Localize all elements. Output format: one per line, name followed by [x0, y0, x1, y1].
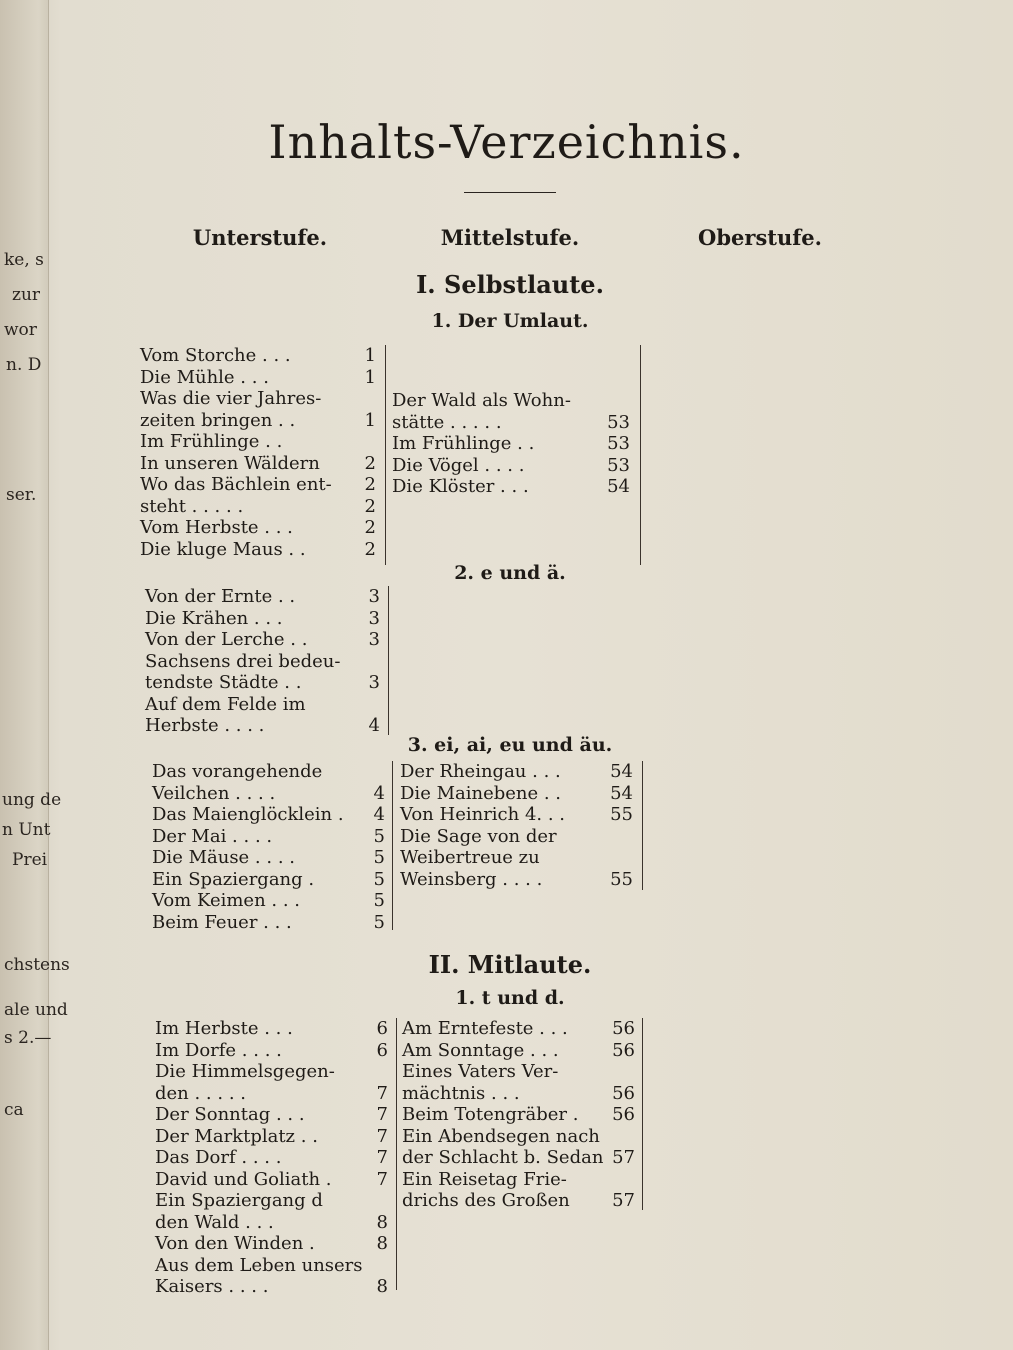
toc-page-number: 2: [364, 452, 376, 474]
toc-page-number: 5: [373, 868, 385, 890]
section-mitlaute: II. Mitlaute.: [428, 950, 592, 979]
margin-fragment: ale und: [4, 1000, 68, 1020]
section-selbstlaute: I. Selbstlaute.: [416, 270, 604, 299]
toc-page-number: 6: [376, 1039, 388, 1061]
toc-entry-title: Vom Keimen . . .: [152, 890, 300, 911]
toc-entry-title: den Wald . . .: [155, 1211, 274, 1233]
subsection-e-und-ae: 2. e und ä.: [454, 562, 566, 584]
column-rule: [392, 761, 393, 930]
toc-page-number: 57: [612, 1190, 635, 1211]
toc-entry-title: Kaisers . . . .: [155, 1276, 269, 1297]
toc-entry-title: Der Wald als Wohn-: [392, 390, 571, 411]
toc-page-number: 54: [610, 782, 633, 804]
toc-entry-title: Im Herbste . . .: [155, 1018, 293, 1039]
toc-entry-title: der Schlacht b. Sedan: [402, 1147, 604, 1168]
toc-entry-title: Am Erntefeste . . .: [402, 1018, 568, 1039]
toc-page-number: 4: [373, 782, 385, 804]
title-rule: [464, 192, 556, 193]
margin-fragment: ke, s: [4, 250, 44, 270]
toc-entry-title: Auf dem Felde im: [145, 693, 306, 715]
margin-fragment: wor: [4, 320, 37, 340]
toc-page-number: 3: [368, 607, 380, 629]
subsection-ei-ai-eu-aeu: 3. ei, ai, eu und äu.: [407, 734, 613, 756]
toc-entry-title: Von der Lerche . .: [145, 629, 308, 650]
toc-page-number: 3: [368, 672, 380, 693]
toc-entry-title: Vom Herbste . . .: [140, 517, 293, 538]
toc-entry-title: Im Dorfe . . . .: [155, 1039, 282, 1061]
toc-page-number: 56: [612, 1104, 635, 1125]
toc-entry-title: Von der Ernte . .: [145, 586, 296, 607]
toc-page-number: 7: [376, 1147, 388, 1168]
toc-page-number: 8: [376, 1211, 388, 1233]
toc-page-number: 56: [612, 1018, 635, 1039]
toc-page-number: 4: [368, 715, 380, 736]
toc-entry-title: Eines Vaters Ver-: [402, 1061, 559, 1082]
toc-page-number: 54: [610, 761, 633, 782]
margin-fragment: ser.: [6, 485, 37, 505]
toc-page-number: 1: [364, 345, 376, 366]
toc-page-number: 5: [373, 825, 385, 847]
toc-entry-title: Die Vögel . . . .: [392, 454, 525, 476]
toc-page-number: 7: [376, 1125, 388, 1147]
toc-entry-title: Die Mühle . . .: [140, 366, 269, 388]
toc-page-number: 8: [376, 1233, 388, 1254]
toc-page-number: 53: [607, 433, 630, 454]
margin-fragment: ung de: [2, 790, 62, 810]
toc-entry-title: steht . . . . .: [140, 495, 244, 517]
column-rule: [388, 586, 389, 735]
toc-entry-title: Beim Totengräber .: [402, 1104, 579, 1125]
column-rule: [642, 1018, 643, 1210]
toc-entry-title: Beim Feuer . . .: [152, 911, 292, 933]
margin-fragment: Prei: [12, 850, 48, 870]
toc-page-number: 3: [368, 586, 380, 607]
toc-page-number: 8: [376, 1276, 388, 1297]
toc-entry-title: Weinsberg . . . .: [400, 868, 543, 890]
toc-entry-title: Wo das Bächlein ent-: [140, 474, 332, 495]
column-rule: [642, 761, 643, 890]
column-rule: [385, 345, 386, 565]
toc-page-number: 7: [376, 1168, 388, 1190]
previous-page-edge: [0, 0, 52, 1350]
toc-entry-title: Ein Spaziergang d: [155, 1190, 323, 1211]
toc-entry-title: In unseren Wäldern: [140, 452, 320, 474]
toc-entry-title: Was die vier Jahres-: [140, 388, 322, 409]
margin-fragment: n Unt: [2, 820, 51, 840]
toc-entry-title: Die Klöster . . .: [392, 476, 529, 497]
toc-page-number: 6: [376, 1018, 388, 1039]
toc-entry-title: Veilchen . . . .: [152, 782, 276, 804]
toc-entry-title: drichs des Großen: [402, 1190, 570, 1211]
toc-entry-title: Im Frühlinge . .: [140, 431, 283, 452]
toc-page-number: 1: [364, 409, 376, 431]
margin-fragment: chstens: [4, 955, 70, 975]
toc-entry-title: Herbste . . . .: [145, 715, 265, 736]
toc-entry-title: Der Sonntag . . .: [155, 1104, 305, 1125]
toc-entry-title: Das Maienglöcklein .: [152, 804, 344, 825]
toc-entry-title: Die Mainebene . .: [400, 782, 562, 804]
toc-page-number: 2: [364, 474, 376, 495]
toc-page-number: 56: [612, 1082, 635, 1104]
toc-page-number: 5: [373, 847, 385, 868]
toc-entry-title: Sachsens drei bedeu-: [145, 650, 341, 672]
column-rule: [640, 345, 641, 565]
toc-page-number: 5: [373, 890, 385, 911]
margin-fragment: n. D: [6, 355, 42, 375]
toc-entry-title: den . . . . .: [155, 1082, 246, 1104]
toc-page-number: 56: [612, 1039, 635, 1061]
toc-page-number: 54: [607, 476, 630, 497]
toc-entry-title: Der Rheingau . . .: [400, 761, 561, 782]
margin-fragment: ca: [4, 1100, 24, 1120]
toc-entry-title: Vom Storche . . .: [140, 345, 291, 366]
toc-page-number: 55: [610, 804, 633, 825]
toc-page-number: 55: [610, 868, 633, 890]
toc-page-number: 4: [373, 804, 385, 825]
subsection-t-und-d: 1. t und d.: [455, 987, 565, 1009]
toc-entry-title: Im Frühlinge . .: [392, 433, 535, 454]
toc-entry-title: David und Goliath .: [155, 1168, 332, 1190]
margin-fragment: s 2.—: [4, 1028, 52, 1048]
toc-page-number: 2: [364, 538, 376, 560]
toc-entry-title: Ein Spaziergang .: [152, 868, 315, 890]
toc-entry-title: Die Mäuse . . . .: [152, 847, 295, 868]
subsection-umlaut: 1. Der Umlaut.: [431, 310, 589, 332]
toc-page-number: 7: [376, 1082, 388, 1104]
toc-entry-title: Die Krähen . . .: [145, 607, 283, 629]
toc-entry-title: stätte . . . . .: [392, 411, 502, 433]
toc-page-number: 7: [376, 1104, 388, 1125]
column-heading-unterstufe: Unterstufe.: [192, 225, 328, 250]
toc-entry-title: Von den Winden .: [155, 1233, 315, 1254]
toc-entry-title: mächtnis . . .: [402, 1082, 520, 1104]
toc-page-number: 5: [373, 911, 385, 933]
toc-entry-title: Ein Reisetag Frie-: [402, 1168, 567, 1190]
column-heading-oberstufe: Oberstufe.: [698, 225, 822, 250]
toc-page-number: 2: [364, 517, 376, 538]
toc-page-number: 57: [612, 1147, 635, 1168]
toc-entry-title: Der Mai . . . .: [152, 825, 273, 847]
toc-page-number: 2: [364, 495, 376, 517]
toc-entry-title: Von Heinrich 4. . .: [400, 804, 566, 825]
toc-entry-title: Das Dorf . . . .: [155, 1147, 282, 1168]
toc-entry-title: Die Sage von der: [400, 825, 557, 847]
toc-entry-title: tendste Städte . .: [145, 672, 302, 693]
toc-entry-title: Weibertreue zu: [400, 847, 540, 868]
page-title: Inhalts-Verzeichnis.: [268, 115, 745, 169]
toc-entry-title: Die Himmelsgegen-: [155, 1061, 335, 1082]
column-rule: [396, 1018, 397, 1290]
toc-entry-title: Am Sonntage . . .: [402, 1039, 559, 1061]
toc-entry-title: zeiten bringen . .: [140, 409, 296, 431]
toc-entry-title: Ein Abendsegen nach: [402, 1125, 600, 1147]
toc-page-number: 53: [607, 411, 630, 433]
toc-page-number: 3: [368, 629, 380, 650]
toc-entry-title: Das vorangehende: [152, 761, 323, 782]
toc-page-number: 1: [364, 366, 376, 388]
toc-entry-title: Aus dem Leben unsers: [155, 1254, 363, 1276]
toc-entry-title: Die kluge Maus . .: [140, 538, 306, 560]
margin-fragment: zur: [12, 285, 41, 305]
column-heading-mittelstufe: Mittelstufe.: [440, 225, 580, 250]
toc-entry-title: Der Marktplatz . .: [155, 1125, 318, 1147]
toc-page-number: 53: [607, 454, 630, 476]
